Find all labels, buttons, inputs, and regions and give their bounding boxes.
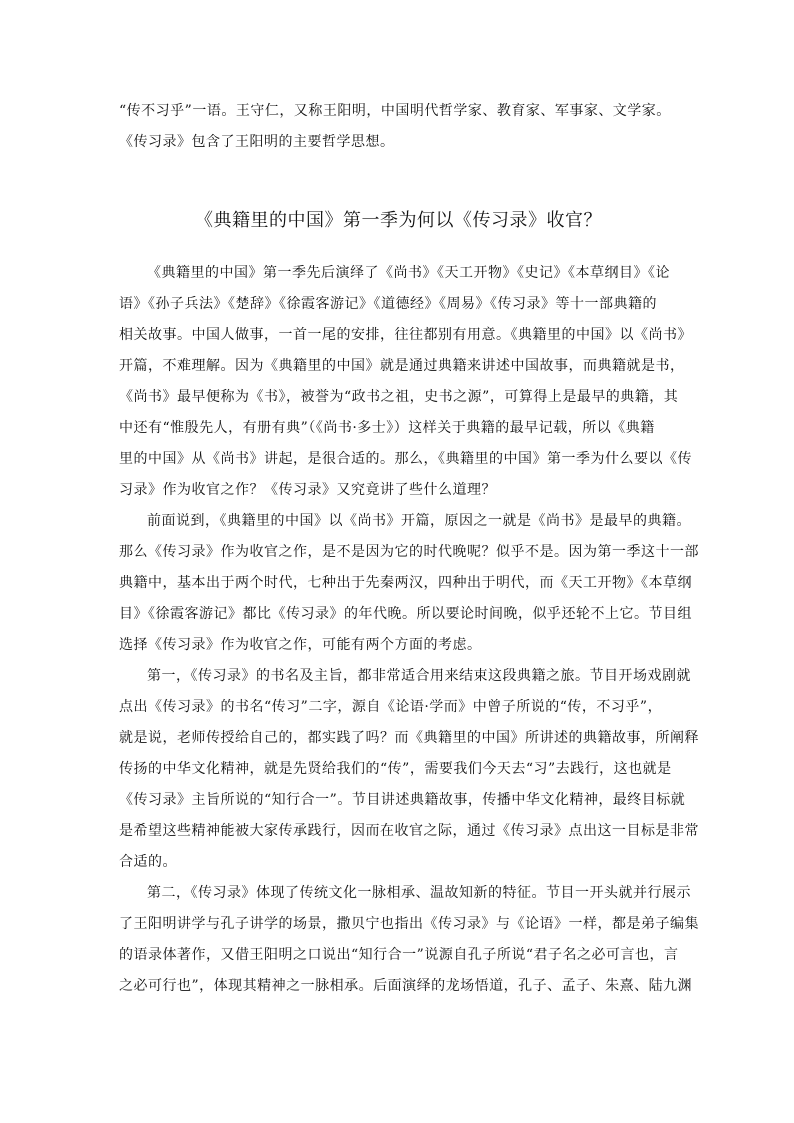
- paragraph-line: 《传习录》主旨所说的“知行合一”。节目讲述典籍故事，传播中华文化精神，最终目标就: [119, 792, 686, 808]
- paragraph-line: 开篇，不难理解。因为《典籍里的中国》就是通过典籍来讲述中国故事，而典籍就是书，: [119, 358, 685, 374]
- paragraph-line: 典籍中，基本出于两个时代，七种出于先秦两汉，四种出于明代，而《天工开物》《本草纲: [119, 575, 692, 591]
- paragraph-line: 的语录体著作，又借王阳明之口说出“知行合一”说源自孔子所说“君子名之必可言也，言: [119, 947, 679, 963]
- paragraph-line: 目》《徐霞客游记》都比《传习录》的年代晚。所以要论时间晚，似乎还轮不上它。节目组: [119, 606, 692, 622]
- section-title: 《典籍里的中国》第一季为何以《传习录》收官？: [195, 210, 602, 231]
- paragraph-line: 前面说到，《典籍里的中国》以《尚书》开篇，原因之一就是《尚书》是最早的典籍。: [147, 513, 691, 529]
- intro-line: 《传习录》包含了王阳明的主要哲学思想。: [119, 134, 395, 150]
- paragraph: [119, 506, 699, 661]
- paragraph-line: 了王阳明讲学与孔子讲学的场景，撒贝宁也指出《传习录》与《论语》一样，都是弟子编集: [119, 916, 699, 932]
- paragraph-line: 点出《传习录》的书名“传习”二字，源自《论语·学而》中曾子所说的“传，不习乎”，: [119, 699, 663, 715]
- paragraph-line: 相关故事。中国人做事，一首一尾的安排，往往都别有用意。《典籍里的中国》以《尚书》: [119, 327, 692, 343]
- intro-block: [119, 96, 678, 158]
- paragraph-line: 就是说，老师传授给自己的，都实践了吗？而《典籍里的中国》所讲述的典籍故事，所阐释: [119, 730, 699, 746]
- paragraph-line: 是希望这些精神能被大家传承践行，因而在收官之际，通过《传习录》点出这一目标是非常: [119, 823, 699, 839]
- paragraph: [119, 258, 692, 506]
- paragraph-line: 那么《传习录》作为收官之作，是不是因为它的时代晚呢？似乎不是。因为第一季这十一部: [119, 544, 699, 560]
- paragraph-line: 合适的。: [119, 854, 177, 870]
- paragraph-line: 中还有“惟殷先人，有册有典”（《尚书·多士》）这样关于典籍的最早记载，所以《典籍: [119, 420, 655, 436]
- paragraph: [119, 661, 699, 878]
- paragraph-line: 语》《孙子兵法》《楚辞》《徐霞客游记》《道德经》《周易》《传习录》等十一部典籍的: [119, 296, 657, 312]
- paragraph-line: 里的中国》从《尚书》讲起，是很合适的。那么，《典籍里的中国》第一季为什么要以《传: [119, 451, 692, 467]
- paragraph-line: 《典籍里的中国》第一季先后演绎了《尚书》《天工开物》《史记》《本草纲目》《论: [147, 265, 670, 281]
- paragraph: [119, 878, 699, 1002]
- paragraph-line: 选择《传习录》作为收官之作，可能有两个方面的考虑。: [119, 637, 482, 653]
- document-page: [119, 96, 699, 1002]
- paragraph-line: 传扬的中华文化精神，就是先贤给我们的“传”，需要我们今天去“习”去践行，这也就是: [119, 761, 672, 777]
- paragraph-line: 习录》作为收官之作？《传习录》又究竟讲了些什么道理？: [119, 482, 496, 498]
- intro-line: “传不习乎”一语。王守仁，又称王阳明，中国明代哲学家、教育家、军事家、文学家。: [119, 103, 671, 119]
- paragraph-line: 《尚书》最早便称为《书》，被誉为“政书之祖，史书之源”，可算得上是最早的典籍，其: [119, 389, 679, 405]
- paragraph-line: 第二，《传习录》体现了传统文化一脉相承、温故知新的特征。节目一开头就并行展示: [147, 885, 691, 901]
- paragraph-line: 之必可行也”，体现其精神之一脉相承。后面演绎的龙场悟道，孔子、孟子、朱熹、陆九渊: [119, 978, 693, 994]
- paragraph-line: 第一，《传习录》的书名及主旨，都非常适合用来结束这段典籍之旅。节目开场戏剧就: [147, 668, 691, 684]
